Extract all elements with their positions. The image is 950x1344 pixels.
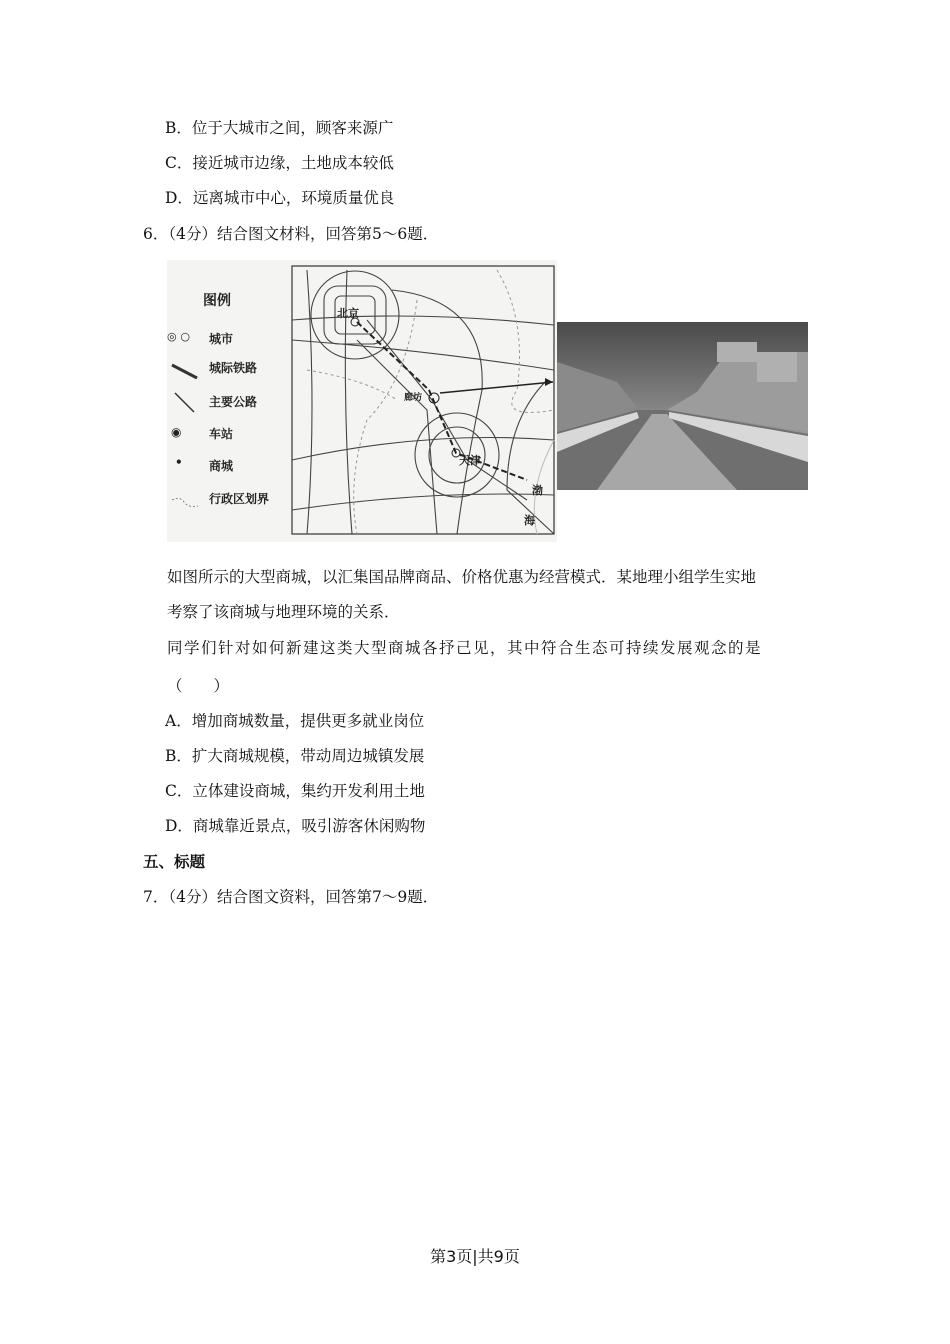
intercity-railway: [357, 322, 527, 480]
arrow-to-photo: [440, 382, 553, 393]
legend-city: 城市: [209, 332, 234, 346]
roads: [292, 270, 554, 534]
paragraph-1-line-1: 如图所示的大型商城，以汇集国品牌商品、价格优惠为经营模式．某地理小组学生实地: [167, 568, 757, 586]
label-sea-2: 海: [524, 514, 535, 527]
railway-icon: [172, 365, 197, 378]
legend-boundary: 行政区划界: [209, 492, 270, 506]
label-langfang: 廊坊: [404, 393, 423, 403]
option-b: B．扩大商城规模，带动周边城镇发展: [165, 747, 425, 765]
map-figure: [167, 260, 557, 542]
legend-mall: 商城: [209, 459, 234, 473]
mall-icon: •: [175, 455, 183, 469]
question-7-heading: 7．（4分）结合图文资料，回答第7～9题．: [143, 888, 439, 906]
city-icon: ◎ ○: [167, 330, 191, 343]
legend-road: 主要公路: [209, 395, 258, 409]
paragraph-2-line-1: 同学们针对如何新建这类大型商城各抒己见，其中符合生态可持续发展观念的是: [167, 639, 763, 657]
label-beijing: 北京: [337, 307, 359, 320]
option-a: A．增加商城数量，提供更多就业岗位: [165, 712, 425, 730]
label-sea-1: 渤: [532, 484, 543, 497]
option-b-prev: B．位于大城市之间，顾客来源广: [165, 119, 394, 137]
legend-station: 车站: [209, 427, 234, 441]
legend-railway: 城际铁路: [209, 361, 258, 375]
legend-title: 图例: [203, 293, 231, 309]
paragraph-1-line-2: 考察了该商城与地理环境的关系．: [167, 603, 400, 621]
option-c-prev: C．接近城市边缘，土地成本较低: [165, 154, 394, 172]
option-d-prev: D．远离城市中心，环境质量优良: [165, 189, 395, 207]
label-tianjin: 天津: [459, 454, 481, 467]
option-d: D．商城靠近景点，吸引游客休闲购物: [165, 817, 426, 835]
question-figure: [167, 260, 808, 542]
section-heading: 五、标题: [143, 853, 206, 871]
option-c: C．立体建设商城，集约开发利用土地: [165, 782, 425, 800]
boundary-icon: [172, 498, 198, 506]
road-icon: [175, 393, 194, 412]
answer-blank: （ ）: [167, 677, 230, 695]
station-icon: ◉: [171, 425, 182, 439]
question-6-heading: 6．（4分）结合图文材料，回答第5～6题．: [143, 225, 439, 243]
mall-photo: [557, 322, 808, 490]
map-lines: [167, 260, 557, 542]
page-footer: 第3页|共9页: [430, 1247, 520, 1266]
